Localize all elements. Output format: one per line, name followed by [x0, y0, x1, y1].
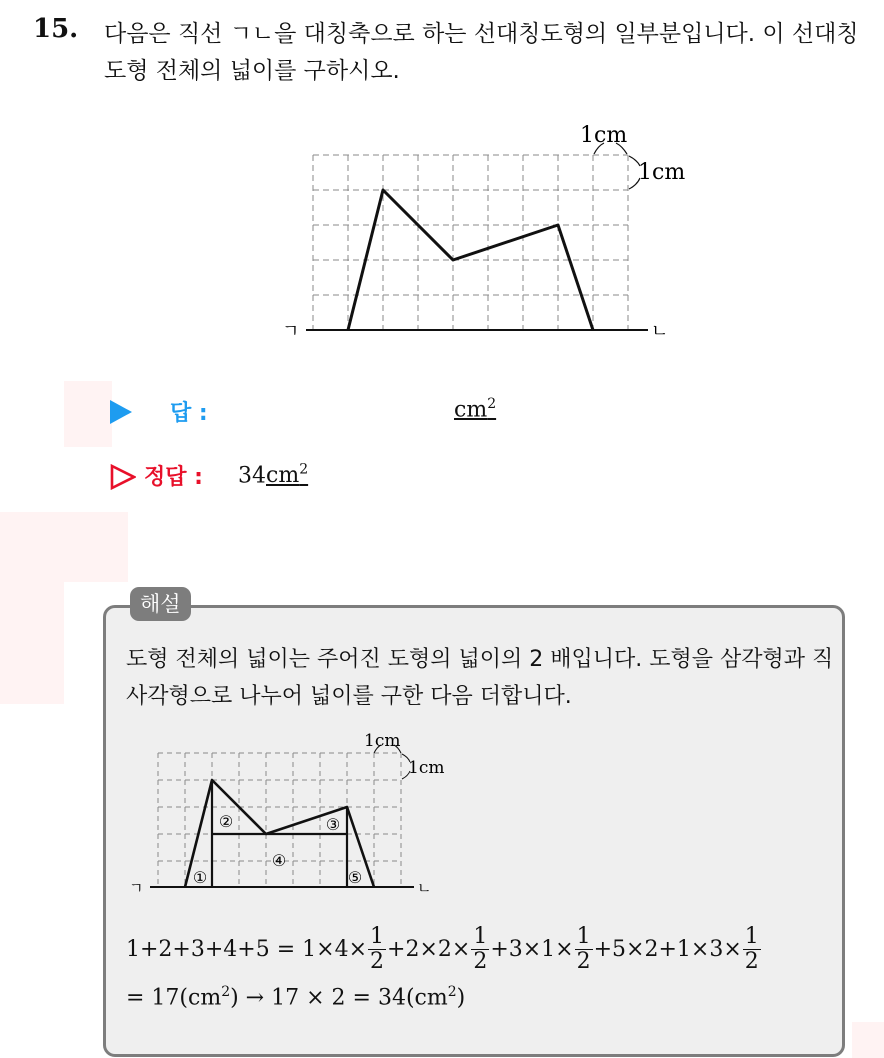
pink-highlight — [0, 582, 64, 704]
correct-answer-label: 정답 : — [144, 465, 203, 490]
correct-answer-value: $34cm^2$ — [238, 462, 309, 489]
region-label-3: ③ — [325, 815, 341, 834]
axis-label-left: ㄱ — [282, 321, 300, 342]
formula-line-1 — [126, 916, 762, 982]
formula-term: 1+2+3+4+5 = 1×4× — [126, 936, 368, 962]
question-text: 다음은 직선 ㄱㄴ을 대칭축으로 하는 선대칭도형의 일부분입니다. 이 선대칭도형 전체의 넓이를 구하시오. — [104, 21, 859, 84]
explanation-tag: 해설 — [130, 587, 191, 621]
unit-label-v: 1cm — [408, 758, 445, 778]
explanation-text: 도형 전체의 넓이는 주어진 도형의 넓이의 2 배입니다. 도형을 삼각형과 직사각형으로 나누어 넓이를 구한 다음 더합니다. — [126, 647, 834, 709]
question-figure — [270, 115, 700, 345]
grid — [313, 155, 628, 330]
fraction: $\frac{1}{2}$ — [744, 923, 759, 974]
answer-unit: $cm^2$ — [454, 396, 497, 423]
outline-triangle-icon — [110, 464, 136, 490]
unit-label-h: 1cm — [580, 123, 628, 148]
axis-label-left: ㄱ — [129, 879, 144, 897]
region-label-5: ⑤ — [347, 868, 363, 887]
pink-highlight — [852, 1022, 884, 1058]
fraction: $\frac{1}{2}$ — [473, 923, 488, 974]
formula-term: +5×2+1×3× — [593, 936, 742, 962]
formula-term: +2×2× — [387, 936, 471, 962]
play-triangle-icon — [110, 400, 132, 424]
axis-label-right: ㄴ — [417, 879, 432, 897]
unit-label-v: 1cm — [638, 160, 686, 185]
explanation-figure — [120, 725, 450, 900]
answer-label: 답 : — [170, 401, 208, 426]
question-number: 15. — [33, 14, 79, 44]
pink-highlight — [64, 381, 112, 447]
formula-line-2: = $17(cm^2) \to 17 \times 2 = 34(cm^2)$ — [126, 984, 466, 1011]
fraction: $\frac{1}{2}$ — [576, 923, 591, 974]
region-label-2: ② — [218, 812, 234, 831]
pink-highlight — [0, 512, 128, 582]
fraction: $\frac{1}{2}$ — [370, 923, 385, 974]
unit-label-h: 1cm — [364, 731, 401, 751]
axis-label-right: ㄴ — [651, 321, 669, 342]
region-label-1: ① — [192, 868, 208, 887]
formula-term: +3×1× — [490, 936, 574, 962]
region-label-4: ④ — [271, 851, 287, 870]
